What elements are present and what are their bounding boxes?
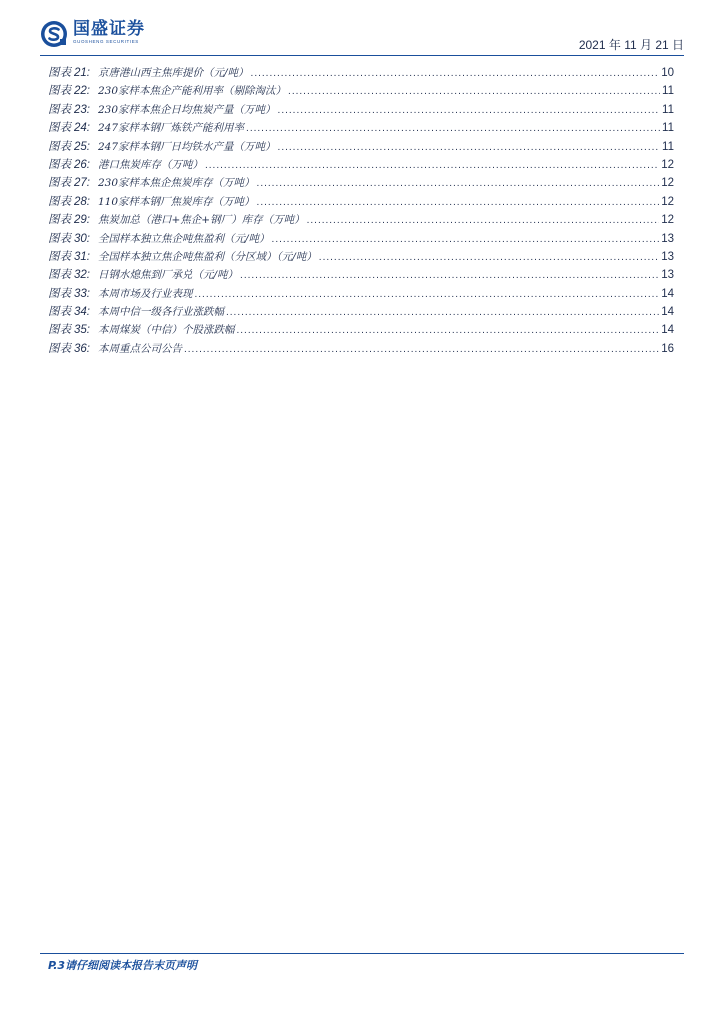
toc-entry-number: 34: — [74, 306, 90, 319]
toc-dot-leader — [307, 215, 660, 226]
toc-entry-label: 图表 — [48, 248, 71, 263]
toc-entry-number: 29: — [74, 214, 90, 227]
toc-dot-leader — [319, 252, 659, 263]
toc-entry-number: 27: — [74, 177, 90, 190]
toc-entry-title: 港口焦炭库存（万吨） — [98, 158, 203, 171]
toc-entry-number: 30: — [74, 232, 90, 245]
toc-entry-label: 图表 — [48, 230, 71, 245]
toc-dot-leader — [272, 234, 660, 245]
toc-entry-label: 图表 — [48, 322, 71, 337]
toc-dot-leader — [257, 197, 660, 208]
toc-entry-title: 焦炭加总（港口+焦企+钢厂）库存（万吨） — [98, 214, 305, 227]
toc-entry-page: 12 — [661, 158, 674, 171]
toc-entry-title: 110家样本钢厂焦炭库存（万吨） — [98, 195, 255, 208]
toc-entry[interactable] — [48, 266, 674, 284]
toc-entry-title: 全国样本独立焦企吨焦盈利（分区域）（元/吨） — [98, 250, 317, 263]
toc-entry-number: 36: — [74, 342, 90, 355]
toc-entry-label: 图表 — [48, 175, 71, 190]
toc-entry[interactable] — [48, 138, 674, 156]
toc-entry[interactable] — [48, 174, 674, 192]
company-logo — [40, 20, 145, 48]
toc-entry-page: 13 — [661, 269, 674, 282]
logo-chinese-name: 国盛证券 — [73, 19, 145, 39]
toc-entry[interactable] — [48, 230, 674, 248]
toc-dot-leader — [278, 105, 661, 116]
toc-entry-number: 33: — [74, 287, 90, 300]
toc-entry-title: 230家样本焦企产能利用率（剔除淘汰） — [98, 85, 287, 98]
logo-english-name: GUOSHENG SECURITIES — [73, 39, 139, 44]
toc-entry-number: 32: — [74, 269, 90, 282]
toc-entry-label: 图表 — [48, 212, 71, 227]
toc-entry-title: 230家样本焦企日均焦炭产量（万吨） — [98, 103, 276, 116]
toc-dot-leader — [226, 307, 659, 318]
toc-entry-title: 247家样本钢厂炼铁产能利用率 — [98, 122, 245, 135]
toc-entry[interactable] — [48, 119, 674, 137]
toc-entry-number: 24: — [74, 122, 90, 135]
toc-dot-leader — [257, 178, 660, 189]
toc-entry-number: 22: — [74, 85, 90, 98]
toc-entry-page: 13 — [661, 250, 674, 263]
toc-entry-title: 247家样本钢厂日均铁水产量（万吨） — [98, 140, 276, 153]
toc-entry-label: 图表 — [48, 65, 71, 79]
footer-divider — [40, 953, 684, 954]
toc-entry[interactable] — [48, 321, 674, 339]
toc-entry-page: 12 — [661, 195, 674, 208]
toc-entry-label: 图表 — [48, 304, 71, 319]
toc-dot-leader — [237, 325, 660, 336]
toc-entry-label: 图表 — [48, 156, 71, 171]
toc-entry-number: 26: — [74, 158, 90, 171]
toc-entry-title: 本周市场及行业表现 — [98, 287, 193, 300]
toc-entry-label: 图表 — [48, 267, 71, 282]
toc-entry[interactable] — [48, 156, 674, 174]
toc-entry-number: 21: — [74, 67, 90, 79]
toc-entry-title: 本周煤炭（中信）个股涨跌幅 — [98, 324, 235, 337]
toc-entry-title: 全国样本独立焦企吨焦盈利（元/吨） — [98, 232, 270, 245]
figure-index-list — [48, 64, 674, 358]
toc-entry-page: 14 — [661, 306, 674, 319]
toc-entry[interactable] — [48, 285, 674, 303]
toc-entry-number: 31: — [74, 250, 90, 263]
toc-entry-page: 13 — [661, 232, 674, 245]
toc-entry-number: 25: — [74, 140, 90, 153]
toc-entry-label: 图表 — [48, 120, 71, 135]
toc-entry-page: 12 — [661, 214, 674, 227]
toc-entry-page: 14 — [661, 324, 674, 337]
toc-entry-page: 16 — [661, 342, 674, 355]
toc-dot-leader — [240, 270, 659, 281]
toc-dot-leader — [195, 289, 660, 300]
toc-entry-title: 本周重点公司公告 — [98, 342, 182, 355]
toc-dot-leader — [251, 68, 660, 79]
toc-entry-page: 11 — [662, 140, 674, 153]
toc-entry-number: 28: — [74, 195, 90, 208]
toc-entry[interactable] — [48, 101, 674, 119]
guosheng-logo-icon — [40, 20, 68, 48]
toc-dot-leader — [205, 160, 659, 171]
toc-entry-title: 本周中信一级各行业涨跌幅 — [98, 306, 224, 319]
toc-entry-title: 日钢水熄焦到厂承兑（元/吨） — [98, 269, 239, 282]
header-divider — [40, 55, 684, 56]
toc-entry-label: 图表 — [48, 83, 71, 98]
toc-entry[interactable] — [48, 211, 674, 229]
toc-entry-label: 图表 — [48, 101, 71, 116]
toc-entry-page: 10 — [661, 67, 674, 79]
toc-dot-leader — [246, 123, 660, 134]
toc-entry-title: 京唐港山西主焦库提价（元/吨） — [98, 67, 249, 79]
toc-entry[interactable] — [48, 248, 674, 266]
toc-entry-number: 23: — [74, 103, 90, 116]
toc-entry-label: 图表 — [48, 138, 71, 153]
toc-entry-label: 图表 — [48, 285, 71, 300]
report-date: 2021 年 11 月 21 日 — [578, 38, 684, 52]
toc-entry-label: 图表 — [48, 340, 71, 355]
toc-entry[interactable] — [48, 193, 674, 211]
toc-dot-leader — [288, 86, 660, 97]
page-header — [40, 18, 684, 56]
toc-entry-page: 14 — [661, 287, 674, 300]
page-footer: P.3请仔细阅读本报告末页声明 — [48, 959, 198, 972]
toc-entry[interactable] — [48, 303, 674, 321]
toc-entry-page: 11 — [662, 85, 674, 98]
toc-entry-page: 11 — [662, 122, 674, 135]
toc-dot-leader — [184, 344, 659, 355]
toc-entry-page: 11 — [662, 103, 674, 116]
toc-entry-page: 12 — [661, 177, 674, 190]
toc-entry[interactable] — [48, 64, 674, 82]
toc-entry[interactable] — [48, 340, 674, 358]
toc-entry-number: 35: — [74, 324, 90, 337]
toc-entry[interactable] — [48, 82, 674, 100]
toc-entry-label: 图表 — [48, 193, 71, 208]
toc-entry-title: 230家样本焦企焦炭库存（万吨） — [98, 177, 255, 190]
toc-dot-leader — [278, 142, 661, 153]
